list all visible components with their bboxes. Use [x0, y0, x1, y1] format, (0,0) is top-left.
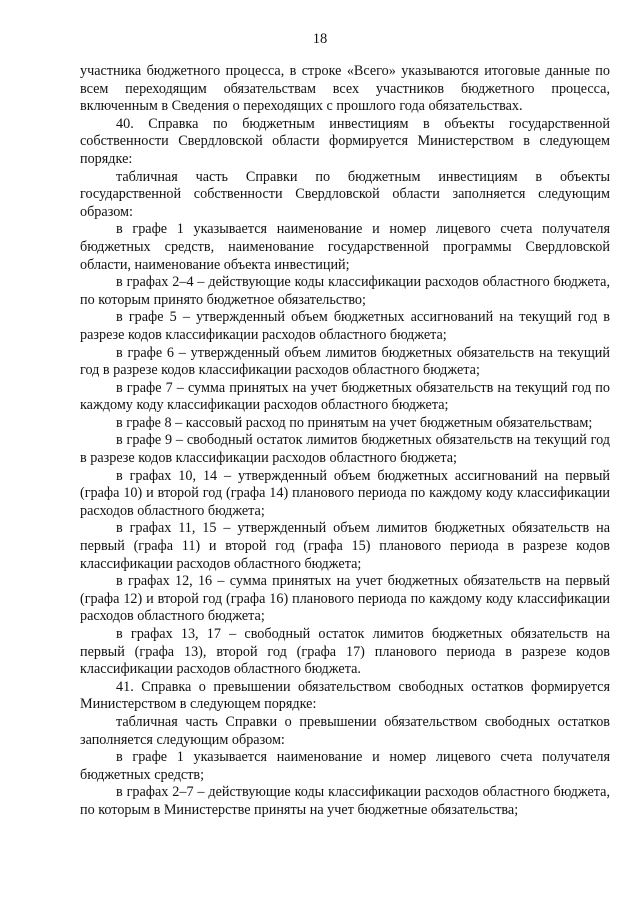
- paragraph-columns-12-16: в графах 12, 16 – сумма принятых на учет бюджетных обязательств на первый (графа 12) и второй год (графа 16) планового периода по каждому коду классификации расходов областного бюджета;: [80, 573, 610, 625]
- paragraph-columns-10-14: в графах 10, 14 – утвержденный объем бюджетных ассигнований на первый (графа 10) и второй год (графа 14) планового периода по каждому коду классификации расходов областного бюджета;: [80, 467, 610, 519]
- paragraph-columns-11-15: в графах 11, 15 – утвержденный объем лимитов бюджетных обязательств на первый (графа 11) и второй год (графа 15) планового периода в разрезе кодов классификации расходов областного бюджета;: [80, 520, 610, 572]
- paragraph-column-7: в графе 7 – сумма принятых на учет бюджетных обязательств на текущий год по каждому коду классификации расходов областного бюджета;: [80, 379, 610, 414]
- page-number: 18: [312, 31, 328, 47]
- paragraph-column-6: в графе 6 – утвержденный объем лимитов бюджетных обязательств на текущий год в разрезе кодов классификации расходов областного бюджета;: [80, 344, 610, 379]
- paragraph-section-41-table: табличная часть Справки о превышении обязательством свободных остатков заполняется следующим образом:: [80, 713, 610, 748]
- paragraph-section-40-table: табличная часть Справки по бюджетным инвестициям в объекты государственной собственности Свердловской области заполняется следующим образом:: [80, 168, 610, 220]
- paragraph-columns-2-4: в графах 2–4 – действующие коды классификации расходов областного бюджета, по которым принято бюджетное обязательство;: [80, 274, 610, 308]
- document-body: [80, 63, 610, 820]
- paragraph-section-41-column-1: в графе 1 указывается наименование и номер лицевого счета получателя бюджетных средств;: [80, 749, 610, 783]
- paragraph-column-1: в графе 1 указывается наименование и номер лицевого счета получателя бюджетных средств, наименование государственной программы Свердловской области, наименование объекта инвестиций;: [80, 221, 610, 273]
- paragraph-section-41: 41. Справка о превышении обязательством свободных остатков формируется Министерством в следующем порядке:: [80, 678, 610, 713]
- paragraph-continuation: участника бюджетного процесса, в строке «Всего» указываются итоговые данные по всем переходящим обязательствам всех участников бюджетного процесса, включенным в Сведения о переходящих с прошлого года обязательствах.: [80, 63, 610, 115]
- paragraph-section-40: 40. Справка по бюджетным инвестициям в объекты государственной собственности Свердловской области формируется Министерством в следующем порядке:: [80, 115, 610, 167]
- paragraph-column-9: в графе 9 – свободный остаток лимитов бюджетных обязательств на текущий год в разрезе кодов классификации расходов областного бюджета;: [80, 432, 610, 467]
- paragraph-column-5: в графе 5 – утвержденный объем бюджетных ассигнований на текущий год в разрезе кодов классификации расходов областного бюджета;: [80, 309, 610, 343]
- paragraph-column-8: в графе 8 – кассовый расход по принятым на учет бюджетным обязательствам;: [116, 414, 593, 431]
- paragraph-columns-13-17: в графах 13, 17 – свободный остаток лимитов бюджетных обязательств на первый (графа 13), второй год (графа 17) планового периода в разрезе кодов классификации расходов областного бюджета.: [80, 626, 610, 678]
- paragraph-section-41-columns-2-7: в графах 2–7 – действующие коды классификации расходов областного бюджета, по которым в Министерстве приняты на учет бюджетные обязательства;: [80, 784, 610, 818]
